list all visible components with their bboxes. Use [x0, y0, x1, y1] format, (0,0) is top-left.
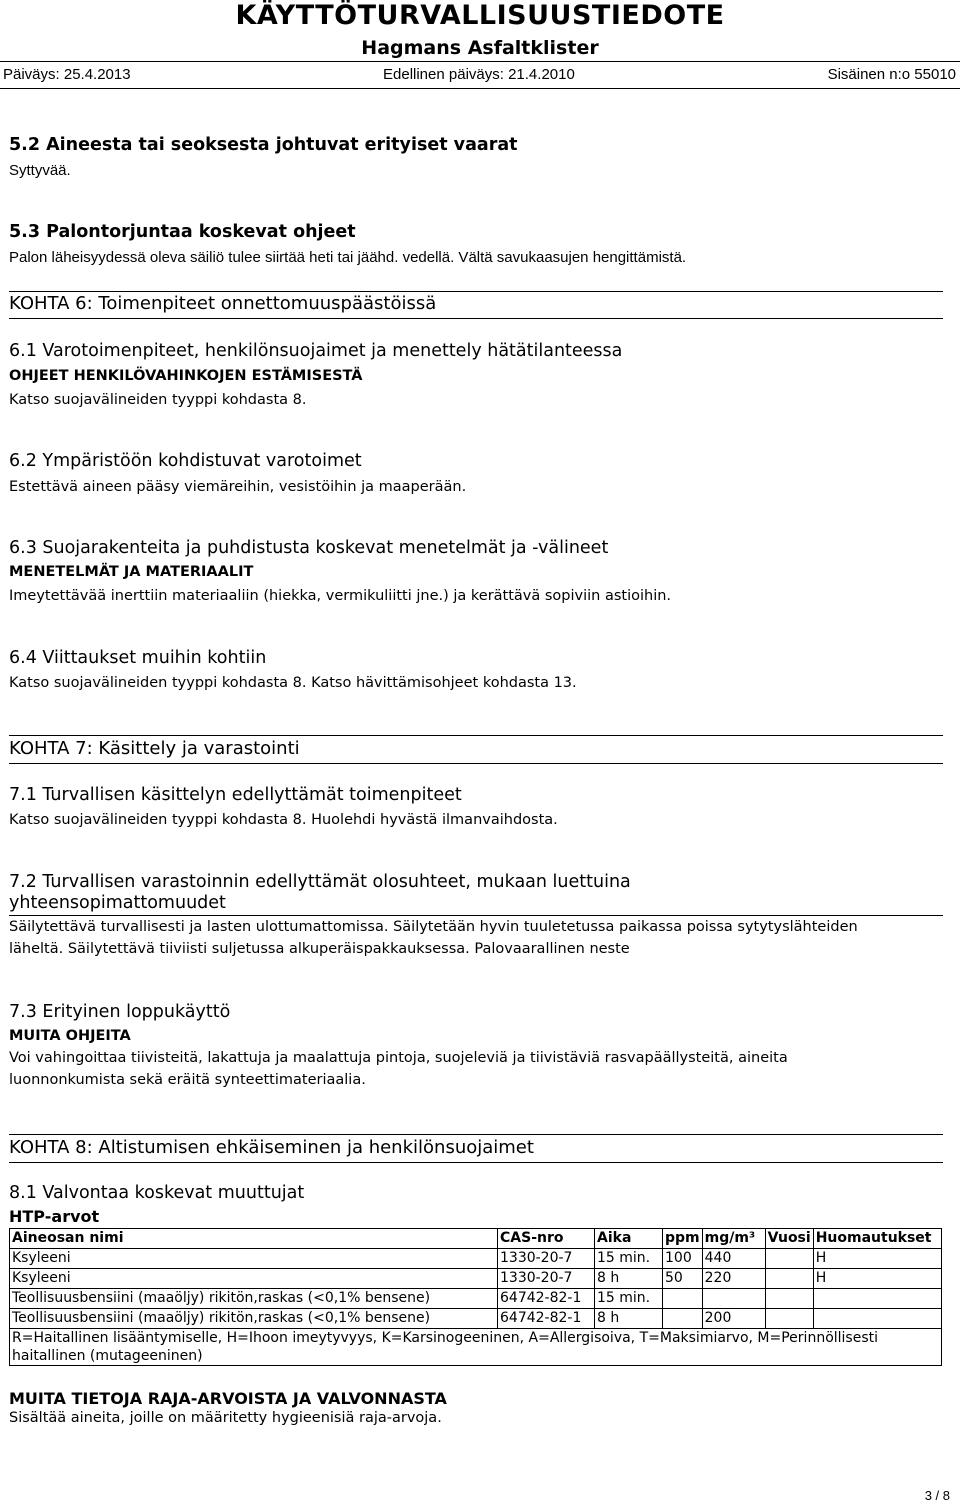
table-cell: Ksyleeni — [10, 1269, 498, 1289]
section-6-4-text: Katso suojavälineiden tyyppi kohdasta 8. Katso hävittämisohjeet kohdasta 13. — [9, 675, 577, 691]
section-7-3-heading: 7.3 Erityinen loppukäyttö — [9, 1002, 231, 1022]
section-7-2-text-line2: läheltä. Säilytettävä tiiviisti suljetussa alkuperäispakkauksessa. Palovaarallinen neste — [9, 941, 630, 957]
section-6-3-subheading: MENETELMÄT JA MATERIAALIT — [9, 564, 254, 580]
table-cell: 440 — [702, 1249, 765, 1269]
col-header: Aika — [595, 1229, 663, 1249]
col-header: Vuosi — [765, 1229, 813, 1249]
section-8-1-heading: 8.1 Valvontaa koskevat muuttujat — [9, 1183, 305, 1203]
section-7-2-heading-line1: 7.2 Turvallisen varastoinnin edellyttämät olosuhteet, mukaan luettuina — [9, 872, 631, 892]
section-5-3-text: Palon läheisyydessä oleva säiliö tulee siirtää heti tai jäähd. vedellä. Vältä savukaasujen hengittämistä. — [9, 249, 687, 266]
col-header: ppm — [663, 1229, 703, 1249]
table-row — [10, 1269, 942, 1289]
table-cell: 15 min. — [595, 1249, 663, 1269]
section-6-1-heading: 6.1 Varotoimenpiteet, henkilönsuojaimet ja menettely hätätilanteessa — [9, 341, 623, 361]
header-divider-bottom — [0, 88, 960, 89]
col-header: Huomautukset — [813, 1229, 941, 1249]
section-6-rule-bottom — [9, 318, 943, 319]
table-cell — [765, 1289, 813, 1309]
section-8-title: KOHTA 8: Altistumisen ehkäiseminen ja henkilönsuojaimet — [9, 1137, 534, 1158]
table-note-row — [10, 1329, 942, 1366]
limits-text: Sisältää aineita, joille on määritetty hygieenisiä raja-arvoja. — [9, 1410, 442, 1426]
previous-date: Edellinen päiväys: 21.4.2010 — [383, 66, 575, 83]
table-cell: 200 — [702, 1309, 765, 1329]
section-6-title: KOHTA 6: Toimenpiteet onnettomuuspäästöissä — [9, 293, 437, 314]
product-name: Hagmans Asfaltklister — [361, 37, 599, 59]
table-cell: 8 h — [595, 1309, 663, 1329]
section-5-2-heading: 5.2 Aineesta tai seoksesta johtuvat erityiset vaarat — [9, 135, 518, 155]
table-cell: 50 — [663, 1269, 703, 1289]
table-row — [10, 1309, 942, 1329]
section-6-1-text: Katso suojavälineiden tyyppi kohdasta 8. — [9, 392, 307, 408]
section-7-rule-top — [9, 735, 943, 736]
table-row — [10, 1289, 942, 1309]
table-cell: 8 h — [595, 1269, 663, 1289]
col-header: Aineosan nimi — [10, 1229, 498, 1249]
section-7-3-text-line1: Voi vahingoittaa tiivisteitä, lakattuja ja maalattuja pintoja, suojeleviä ja tiivistäviä rasvapäällysteitä, aineita — [9, 1050, 788, 1066]
section-6-3-heading: 6.3 Suojarakenteita ja puhdistusta koskevat menetelmät ja -välineet — [9, 538, 609, 558]
htp-table — [9, 1228, 942, 1366]
section-7-3-subheading: MUITA OHJEITA — [9, 1028, 131, 1044]
table-cell: Teollisuusbensiini (maaöljy) rikitön,raskas (<0,1% bensene) — [10, 1289, 498, 1309]
table-cell: 64742-82-1 — [498, 1309, 595, 1329]
internal-number: Sisäinen n:o 55010 — [827, 66, 956, 83]
table-cell: H — [813, 1249, 941, 1269]
date: Päiväys: 25.4.2013 — [3, 66, 131, 83]
table-cell — [765, 1269, 813, 1289]
table-cell: H — [813, 1269, 941, 1289]
table-cell: Ksyleeni — [10, 1249, 498, 1269]
col-header: mg/m³ — [702, 1229, 765, 1249]
limits-heading: MUITA TIETOJA RAJA-ARVOISTA JA VALVONNASTA — [9, 1389, 447, 1408]
table-cell — [702, 1289, 765, 1309]
table-cell — [813, 1289, 941, 1309]
section-7-title: KOHTA 7: Käsittely ja varastointi — [9, 738, 300, 759]
section-6-2-heading: 6.2 Ympäristöön kohdistuvat varotoimet — [9, 451, 362, 471]
table-cell: 220 — [702, 1269, 765, 1289]
section-8-rule-top — [9, 1134, 943, 1135]
section-6-4-heading: 6.4 Viittaukset muihin kohtiin — [9, 648, 267, 668]
section-6-1-subheading: OHJEET HENKILÖVAHINKOJEN ESTÄMISESTÄ — [9, 368, 363, 384]
table-cell — [765, 1309, 813, 1329]
section-7-1-text: Katso suojavälineiden tyyppi kohdasta 8. Huolehdi hyvästä ilmanvaihdosta. — [9, 812, 558, 828]
section-6-rule-top — [9, 291, 943, 292]
section-5-3-heading: 5.3 Palontorjuntaa koskevat ohjeet — [9, 222, 356, 242]
table-cell — [813, 1309, 941, 1329]
section-8-rule-bottom — [9, 1162, 943, 1163]
table-cell: 64742-82-1 — [498, 1289, 595, 1309]
section-5-2-text: Syttyvää. — [9, 162, 71, 179]
table-cell: Teollisuusbensiini (maaöljy) rikitön,raskas (<0,1% bensene) — [10, 1309, 498, 1329]
section-7-1-heading: 7.1 Turvallisen käsittelyn edellyttämät toimenpiteet — [9, 785, 462, 805]
table-note: R=Haitallinen lisääntymiselle, H=Ihoon imeytyvyys, K=Karsinogeeninen, A=Allergisoiva, T=Maksimiarvo, M=Perinnöllisesti haitallinen (mutageeninen) — [10, 1329, 942, 1366]
htp-heading: HTP-arvot — [9, 1207, 100, 1226]
section-6-3-text: Imeytettävää inerttiin materiaaliin (hiekka, vermikuliitti jne.) ja kerättävä sopiviin astioihin. — [9, 588, 672, 604]
col-header: CAS-nro — [498, 1229, 595, 1249]
table-cell: 1330-20-7 — [498, 1269, 595, 1289]
section-7-2-heading-line2: yhteensopimattomuudet — [9, 893, 226, 913]
table-row — [10, 1249, 942, 1269]
table-cell: 100 — [663, 1249, 703, 1269]
header-divider — [0, 61, 960, 62]
table-header-row — [10, 1229, 942, 1249]
section-7-3-text-line2: luonnonkumista sekä eräitä synteettimateriaalia. — [9, 1072, 366, 1088]
page-number: 3 / 8 — [924, 1488, 950, 1503]
section-7-2-rule — [9, 915, 943, 916]
table-cell: 15 min. — [595, 1289, 663, 1309]
table-cell — [663, 1309, 703, 1329]
document-title: KÄYTTÖTURVALLISUUSTIEDOTE — [235, 0, 725, 31]
table-cell: 1330-20-7 — [498, 1249, 595, 1269]
table-cell — [663, 1289, 703, 1309]
table-cell — [765, 1249, 813, 1269]
section-7-2-text-line1: Säilytettävä turvallisesti ja lasten ulottumattomissa. Säilytetään hyvin tuuletetussa paikassa poissa sytytyslähteiden — [9, 919, 858, 935]
section-7-rule-bottom — [9, 763, 943, 764]
section-6-2-text: Estettävä aineen pääsy viemäreihin, vesistöihin ja maaperään. — [9, 479, 467, 495]
